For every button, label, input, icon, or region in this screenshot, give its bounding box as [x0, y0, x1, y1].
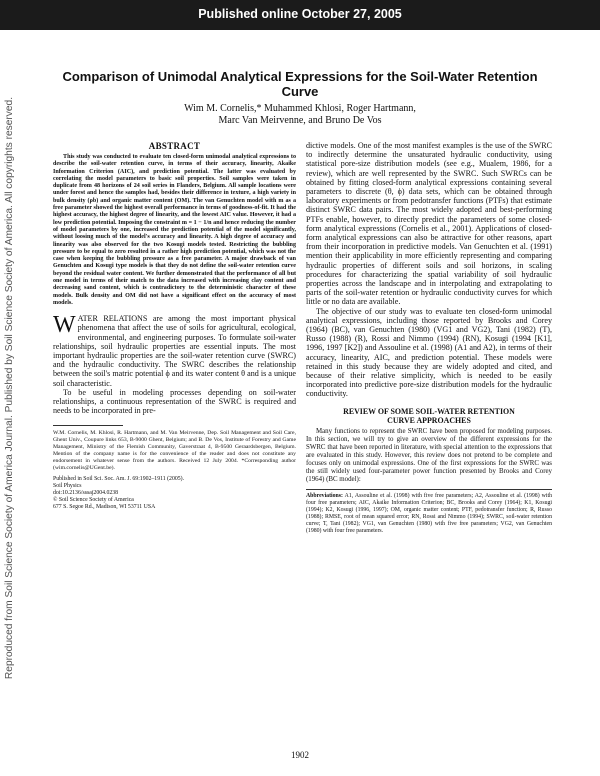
review-heading-line-1: REVIEW OF SOME SOIL-WATER RETENTION	[343, 406, 515, 416]
publication-info-line-2: Soil Physics	[53, 483, 82, 490]
author-affiliation-footnote: W.M. Cornelis, M. Khlosi, R. Hartmann, and M. Van Meirvenne, Dep. Soil Management and Soil Care, Ghent Univ., Coupure links 653, B-9000 Ghent, Belgium; and B. De Vos, Institute of Forestry and Game Management, Ministry of the Flemish Community, Gaverstraat 4, B-9500 Geraardsbergen, Belgium. Mention of the company name is for the convenience of the reader and does not constitute any endorsement in whatever sense from the authors. Received 12 July 2004. *Corresponding author (wim.cornelis@UGent.be).	[53, 430, 296, 472]
right-column	[306, 141, 552, 535]
author-line-1: Wim M. Cornelis,* Muhammed Khlosi, Roger Hartmann,	[184, 103, 416, 114]
footnote-divider	[53, 425, 123, 426]
review-section-heading	[306, 407, 552, 425]
publication-info-line-1: Published in Soil Sci. Soc. Am. J. 69:1902–1911 (2005).	[53, 476, 185, 483]
right-paragraph-1: dictive models. One of the most manifest examples is the use of the SWRC to indirectly determine the unsaturated hydraulic conductivity, using statistical pore-size distribution models (see e.g., Mualem, 1986, for a review), which are well represented by the SWRC. Such SWRCs can be obtained by fitting closed-form analytical expressions containing several parameters to discrete (θ, ϕ) data sets, which can be obtained through laboratory experiments or from pedotransfer functions (PTFs) that estimate distinct SWRC data pairs. The most widely adopted and best-performing PTFs enable, however, to directly predict the parameters of some closed-form analytical expressions (Cornelis et al., 2001). Applications of closed-form analytical expressions can also be attractive for other reasons, apart from their incorporation in predictive models. Van Genuchten et al. (1991) mention their applicability in more efficiently representing and comparing hydraulic properties of different soils and soil horizons, in scaling procedures for characterizing the spatial variability of soil hydraulic properties across the landscape and in interpolating and extrapolating to parts of the soil-water retention or hydraulic conductivity curves for which little or no data are available.	[306, 141, 552, 307]
author-line-2: Marc Van Meirvenne, and Bruno De Vos	[218, 115, 382, 126]
abstract-heading: ABSTRACT	[148, 141, 201, 151]
review-heading-line-2: CURVE APPROACHES	[387, 415, 471, 425]
abbreviations-divider	[306, 489, 552, 490]
publication-info-line-3: doi:10.2136/sssaj2004.0238	[53, 490, 119, 497]
publication-info-line-4: © Soil Science Society of America	[53, 497, 134, 504]
intro-paragraph-1-text: are among the most important physical phenomena that affect the use of soils for agricultural, ecological, environmental, and engineering purposes. To formulate soil-water relationships, soil hydraulic properties are essential inputs. The most important hydraulic properties are the soil-water retention curve (SWRC) and the hydraulic conductivity. The SWRC describes the relationship between the soil's matric potential ϕ and its water content θ and is a unique soil characteristic.	[53, 314, 297, 388]
intro-paragraph-2: To be useful in modeling processes depending on soil-water relationships, a continuous representation of the SWRC is required and needs to be incorporated in pre-	[53, 387, 296, 416]
review-paragraph: Many functions to represent the SWRC have been proposed for modeling purposes. In this section, we will try to give an overview of the different expressions for the SWRC that have been reported in literature, with special attention to the expressions that are evaluated in this study. However, this review does not pretend to be complete and focuses only on unimodal expressions. One of the first expressions for the SWRC was the still widely used four-parameter power function presented by Brooks and Corey (1964) (BC model):	[306, 427, 552, 484]
publication-date-text: Published online October 27, 2005	[198, 7, 402, 21]
intro-paragraph-1	[53, 314, 296, 388]
abstract-text: This study was conducted to evaluate ten closed-form unimodal analytical expressions to describe the soil-water retention curve, in terms of their accuracy, linearity, Akaike Information Criterion (AIC), and prediction potential. The latter was evaluated by correlating the model parameters to basic soil properties. Soil samples were taken in duplicate from 48 horizons of 24 soil series in Flanders, Belgium. All sample locations were under forest and hence the samples had, besides their difference in texture, a high variety in bulk density (ρb) and organic matter content (OM). The van Genuchten model with m as a free parameter showed the highest overall performance in terms of goodness-of-fit. It had the highest accuracy, the highest degree of linearity, and the lowest AIC value. However, it had a low prediction potential. Imposing the constraint m = 1 − 1/n and hence reducing the number of model parameters by one, increased the prediction potential of the model significantly, without loosing much of the model's accuracy and linearity. A high degree of accuracy and linearity was also observed for the two Kosugi models tested. Restricting the bubbling pressure to be equal to zero resulted in a rather high prediction potential, which was not the case when keeping the bubbling pressure as a free parameter. A major drawback of van Genuchten and Kosugi type models is that they do not define the soil-water retention curve beyond the residual water content. We further demonstrated that the performance of all but one model in terms of their match to the data increased with increasing clay content and decreasing sand content, which is contradictory to the deterministic character of these models. Bulk density and OM did not have a significant effect on the accuracy of most models.	[53, 154, 296, 306]
page-number: 1902	[291, 750, 309, 760]
abbreviations-note	[306, 493, 552, 534]
drop-cap: W	[53, 312, 76, 339]
copyright-side-notice: Reproduced from Soil Science Society of America Journal. Published by Soil Science Society of America. All copyrights reserved.	[4, 96, 15, 680]
abbreviations-text: A1, Assouline et al. (1998) with five free parameters; A2, Assouline et al. (1998) with four free parameters; AIC, Akaike Information Criterion; BC, Brooks and Corey (1964); K1, Kosugi (1994); K2, Kosugi (1996, 1997); OM, organic matter content; PTF, pedotransfer function; R, Russo (1988); RMSE, root of mean squared error; RN, Rossi and Nimmo (1994); SWRC, soil-water retention curve; T, Tani (1982); VG1, van Genuchten (1980) with five free parameters; VG2, van Genuchten (1980) with four free parameters.	[306, 493, 552, 534]
objective-paragraph: The objective of our study was to evaluate ten closed-form unimodal analytical expressions, including those reported by Brooks and Corey (1964) (BC), van Genuchten (1980) (VG1 and VG2), Tani (1982) (T), Russo (1988) (R), Rossi and Nimmo (1994) (RN), Kosugi (1994 [K1], 1996, 1997 [K2]) and Assouline et al. (1998) (A1 and A2), in terms of their accuracy, linearity, AIC, and prediction potential. These models were retained in this study because they are widely adopted and cited, and because of their relative simplicity, which is needed to be easily incorporated into predictive pore-size distribution models for the hydraulic conductivity.	[306, 306, 552, 399]
intro-smallcaps: ATER RELATIONS	[77, 314, 148, 324]
paper-title: Comparison of Unimodal Analytical Expressions for the Soil-Water Retention Curve	[62, 69, 538, 99]
author-list	[60, 103, 540, 127]
left-column	[53, 141, 296, 511]
abbreviations-label: Abbreviations:	[306, 493, 343, 500]
publication-info-line-5: 677 S. Segoe Rd., Madison, WI 53711 USA	[53, 504, 156, 511]
